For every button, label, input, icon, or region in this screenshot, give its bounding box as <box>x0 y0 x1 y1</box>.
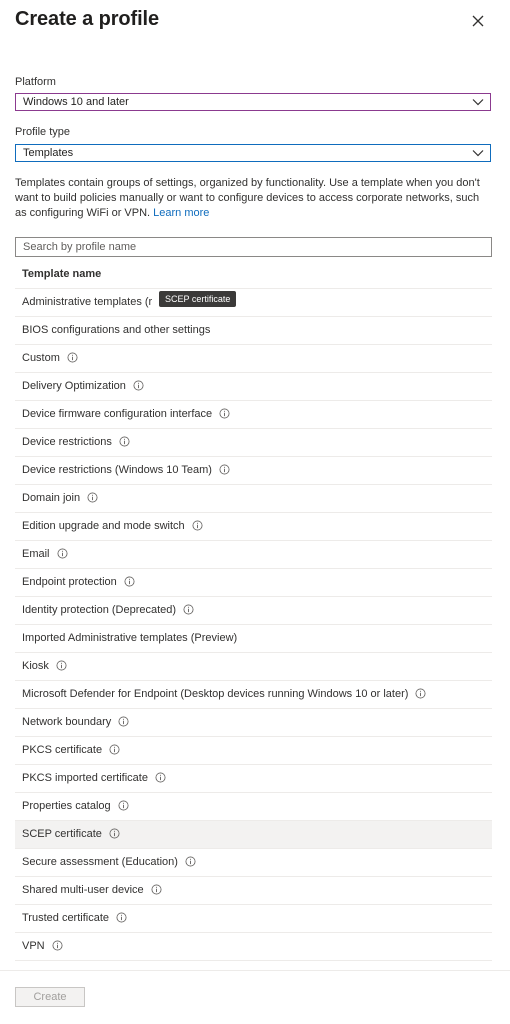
platform-label: Platform <box>15 76 56 88</box>
table-row[interactable] <box>15 513 492 541</box>
table-row[interactable] <box>15 737 492 765</box>
info-icon[interactable] <box>124 576 135 587</box>
info-icon[interactable] <box>133 380 144 391</box>
create-button[interactable]: Create <box>15 987 85 1007</box>
description-text: Templates contain groups of settings, organized by functionality. Use a template when you don't want to build policies manually or want to configure devices to access corporate networks, such as configuring WiFi or VPN. <box>15 177 480 219</box>
template-name: Network boundary <box>22 716 112 728</box>
description <box>15 176 485 221</box>
chevron-down-icon <box>472 97 484 107</box>
template-name: Trusted certificate <box>22 912 110 924</box>
template-name: Imported Administrative templates (Preview) <box>22 632 238 644</box>
table-row[interactable] <box>15 457 492 485</box>
info-icon[interactable] <box>415 688 426 699</box>
table-row[interactable] <box>15 877 492 905</box>
learn-more-link[interactable]: Learn more <box>153 207 210 219</box>
template-name: Email <box>22 548 50 560</box>
template-name: Domain join <box>22 492 81 504</box>
info-icon[interactable] <box>118 716 129 727</box>
template-name: Endpoint protection <box>22 576 117 588</box>
table-row[interactable] <box>15 821 492 849</box>
info-icon[interactable] <box>87 492 98 503</box>
template-name: Device restrictions (Windows 10 Team) <box>22 464 212 476</box>
template-name: Microsoft Defender for Endpoint (Desktop devices running Windows 10 or later) <box>22 688 409 700</box>
template-list <box>15 289 492 961</box>
template-name: Shared multi-user device <box>22 884 144 896</box>
template-name: Delivery Optimization <box>22 380 126 392</box>
template-name: Identity protection (Deprecated) <box>22 604 177 616</box>
info-icon[interactable] <box>119 436 130 447</box>
table-row[interactable] <box>15 765 492 793</box>
table-row[interactable] <box>15 401 492 429</box>
info-icon[interactable] <box>56 660 67 671</box>
info-icon[interactable] <box>183 604 194 615</box>
info-icon[interactable] <box>219 464 230 475</box>
close-icon[interactable] <box>469 12 487 30</box>
template-name: Kiosk <box>22 660 49 672</box>
template-name: BIOS configurations and other settings <box>22 324 211 336</box>
chevron-down-icon <box>472 148 484 158</box>
profile-type-label: Profile type <box>15 126 71 138</box>
table-row[interactable] <box>15 429 492 457</box>
profile-type-value: Templates <box>23 147 74 159</box>
info-icon[interactable] <box>116 912 127 923</box>
template-name: VPN <box>22 940 45 952</box>
table-row[interactable] <box>15 569 492 597</box>
table-row[interactable] <box>15 345 492 373</box>
table-row[interactable] <box>15 681 492 709</box>
profile-type-dropdown[interactable] <box>15 144 491 162</box>
page-title: Create a profile <box>15 8 160 30</box>
platform-dropdown[interactable] <box>15 93 491 111</box>
template-name: Properties catalog <box>22 800 111 812</box>
tooltip: SCEP certificate <box>159 291 236 307</box>
table-row[interactable] <box>15 653 492 681</box>
template-name: Secure assessment (Education) <box>22 856 178 868</box>
table-row[interactable] <box>15 541 492 569</box>
template-name: Device firmware configuration interface <box>22 408 213 420</box>
info-icon[interactable] <box>155 772 166 783</box>
info-icon[interactable] <box>151 884 162 895</box>
info-icon[interactable] <box>219 408 230 419</box>
template-name: Edition upgrade and mode switch <box>22 520 185 532</box>
table-row[interactable] <box>15 625 492 653</box>
platform-value: Windows 10 and later <box>23 96 129 108</box>
template-name: Device restrictions <box>22 436 112 448</box>
column-header-template-name[interactable]: Template name <box>15 262 492 289</box>
info-icon[interactable] <box>52 940 63 951</box>
info-icon[interactable] <box>67 352 78 363</box>
table-row[interactable] <box>15 933 492 961</box>
table-row[interactable] <box>15 317 492 345</box>
table-row[interactable] <box>15 849 492 877</box>
table-row[interactable] <box>15 373 492 401</box>
table-row[interactable] <box>15 289 492 317</box>
table-row[interactable] <box>15 597 492 625</box>
template-name: PKCS imported certificate <box>22 772 148 784</box>
info-icon[interactable] <box>192 520 203 531</box>
template-name: Custom <box>22 352 60 364</box>
template-name: PKCS certificate <box>22 744 103 756</box>
info-icon[interactable] <box>118 800 129 811</box>
table-row[interactable] <box>15 709 492 737</box>
template-name: Administrative templates (r <box>22 296 153 308</box>
table-row[interactable] <box>15 905 492 933</box>
info-icon[interactable] <box>109 828 120 839</box>
info-icon[interactable] <box>185 856 196 867</box>
template-name: SCEP certificate <box>22 828 102 840</box>
table-row[interactable] <box>15 793 492 821</box>
info-icon[interactable] <box>57 548 68 559</box>
footer-divider <box>0 970 510 971</box>
table-row[interactable] <box>15 485 492 513</box>
info-icon[interactable] <box>109 744 120 755</box>
search-input[interactable] <box>15 237 492 257</box>
